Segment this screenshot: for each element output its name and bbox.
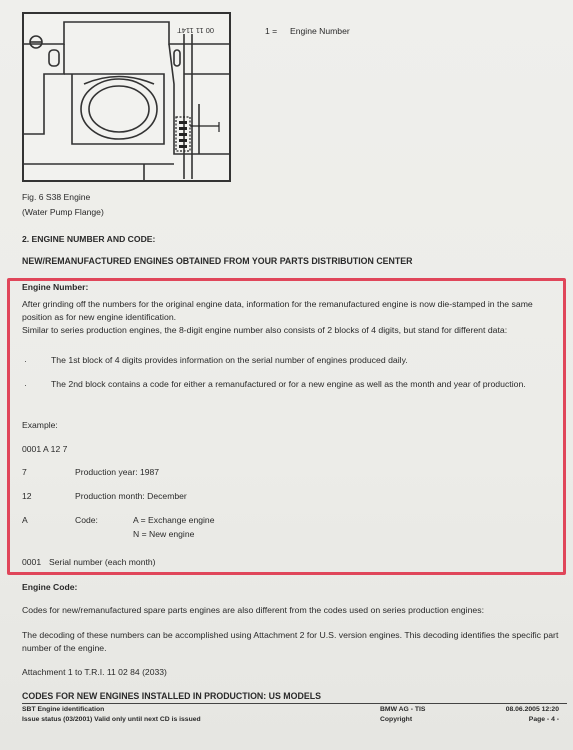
serial-desc: Serial number (each month) (49, 557, 156, 567)
bullet-mark-1: · (24, 356, 27, 366)
section-2-heading: 2. ENGINE NUMBER AND CODE: (22, 234, 156, 244)
legend-number: 1 = (265, 26, 278, 36)
engine-number-intro-1: After grinding off the numbers for the original engine data, information for the remanufactured engine is now die-stamped in the same position as for new engine identification. (22, 299, 533, 322)
row-code-month: 12 (22, 491, 32, 501)
legend-text: Engine Number (290, 26, 350, 36)
row-code-year: 7 (22, 467, 27, 477)
footer-mid-1: BMW AG - TIS (380, 706, 426, 713)
code-label: Code: (75, 515, 98, 525)
engine-number-intro-2: Similar to series production engines, the 8-digit engine number also consists of 2 blocks of 4 digits, but stand for different data: (22, 325, 508, 335)
footer-left-1: SBT Engine identification (22, 706, 105, 713)
code-letter: A (22, 515, 28, 525)
figure-caption-line1: Fig. 6 S38 Engine (22, 192, 91, 202)
figure-caption-line2: (Water Pump Flange) (22, 207, 104, 217)
attachment-reference: Attachment 1 to T.R.I. 11 02 84 (2033) (22, 667, 167, 677)
engine-code-p1: Codes for new/remanufactured spare parts engines are also different from the codes used on series production engines: (22, 605, 484, 615)
bullet-text-2: The 2nd block contains a code for either a remanufactured or for a new engine as well as the month and year of production. (51, 379, 526, 389)
serial-code: 0001 (22, 557, 42, 567)
footer-right-2: Page - 4 - (528, 716, 559, 723)
bullet-mark-2: · (24, 380, 27, 390)
example-label: Example: (22, 420, 58, 430)
engine-number-heading: Engine Number: (22, 282, 89, 292)
bullet-text-1: The 1st block of 4 digits provides information on the serial number of engines produced daily. (51, 355, 408, 365)
footer-right-1: 08.06.2005 12:20 (505, 706, 559, 713)
stamp-text: 00 11 114T (177, 26, 214, 35)
codes-heading: CODES FOR NEW ENGINES INSTALLED IN PRODUCTION: US MODELS (22, 691, 321, 701)
row-desc-year: Production year: 1987 (75, 467, 160, 477)
code-option-exchange: A = Exchange engine (133, 515, 215, 525)
engine-code-p2: The decoding of these numbers can be accomplished using Attachment 2 for U.S. version engines. This decoding identifies the specific part number of the engine. (22, 630, 559, 653)
engine-drawing (24, 14, 229, 180)
footer-rule (22, 703, 567, 704)
example-value: 0001 A 12 7 (22, 444, 68, 454)
engine-figure (22, 12, 231, 182)
engine-code-heading: Engine Code: (22, 582, 78, 592)
code-option-new: N = New engine (133, 529, 195, 539)
reman-heading: NEW/REMANUFACTURED ENGINES OBTAINED FROM YOUR PARTS DISTRIBUTION CENTER (22, 256, 413, 266)
footer-left-2: Issue status (03/2001) Valid only until next CD is issued (22, 716, 201, 723)
row-desc-month: Production month: December (75, 491, 187, 501)
footer-mid-2: Copyright (380, 716, 413, 723)
